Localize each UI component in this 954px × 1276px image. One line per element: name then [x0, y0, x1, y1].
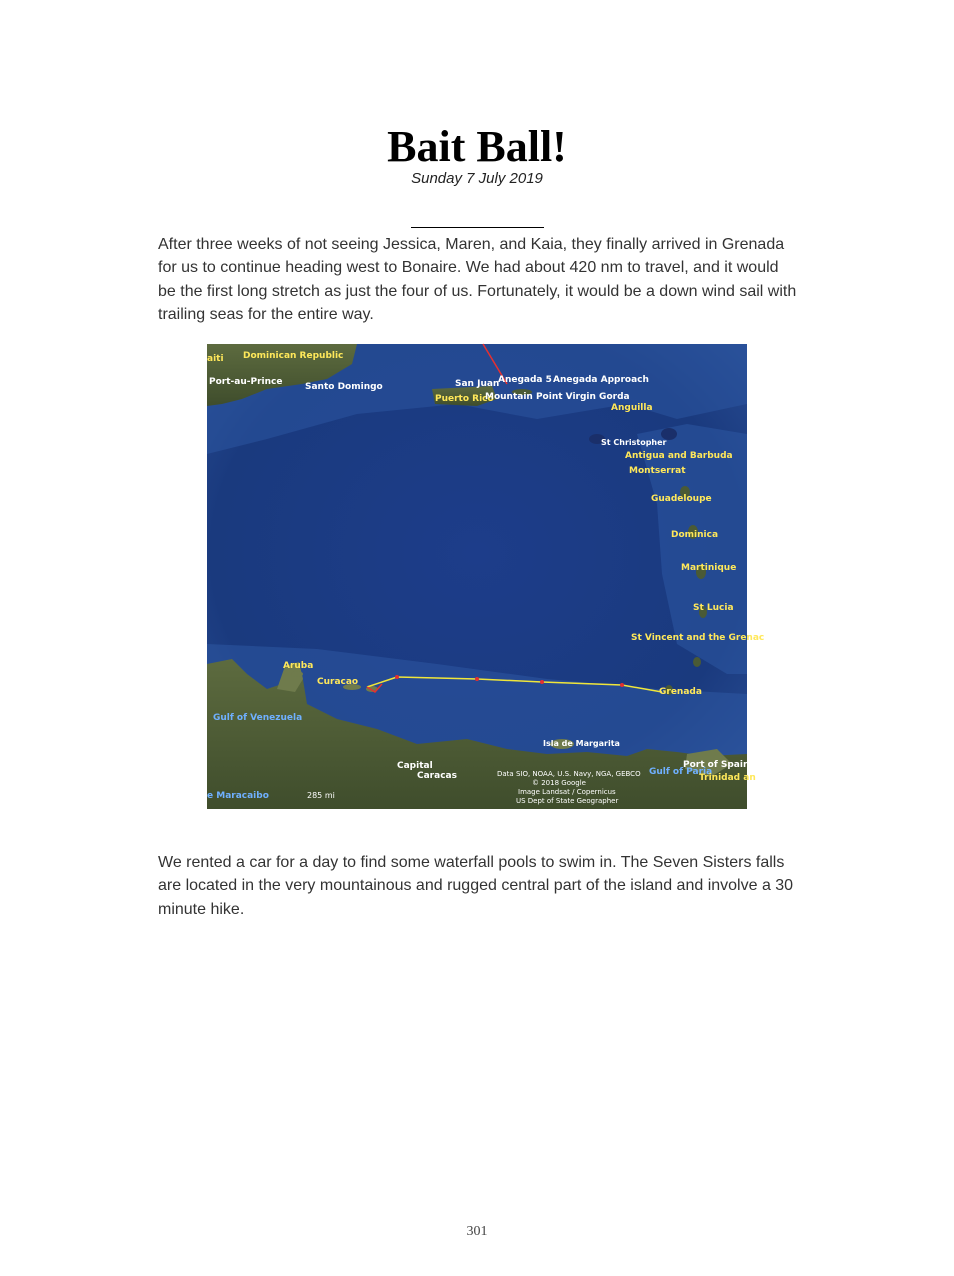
label-caracas: Caracas	[417, 771, 457, 781]
label-puerto-rico: Puerto Rico	[435, 394, 494, 404]
label-maracaibo: e Maracaibo	[207, 791, 269, 801]
label-guadeloupe: Guadeloupe	[651, 494, 712, 504]
label-anegada-5: Anegada 5	[498, 375, 552, 385]
post-date: Sunday 7 July 2019	[411, 170, 543, 187]
page-title: Bait Ball!	[387, 122, 567, 171]
label-martinique: Martinique	[681, 563, 737, 573]
label-santo-domingo: Santo Domingo	[305, 382, 383, 392]
attribution-line: Data SIO, NOAA, U.S. Navy, NGA, GEBCO	[497, 770, 641, 778]
label-san-juan: San Juan	[455, 379, 500, 389]
label-port-au-prince: Port-au-Prince	[209, 377, 283, 387]
label-haiti: aiti	[207, 354, 224, 364]
label-st-lucia: St Lucia	[693, 603, 734, 613]
page-number: 301	[466, 1224, 488, 1239]
label-st-vincent: St Vincent and the Grenac	[631, 633, 765, 643]
label-gulf-paria: Gulf of Paria	[649, 767, 713, 777]
label-anegada-approach: Anegada Approach	[553, 375, 649, 385]
title-divider	[411, 227, 544, 228]
paragraph-intro: After three weeks of not seeing Jessica, Maren, and Kaia, they finally arrived in Grenada for us to continue heading west to Bonaire. We had about 420 nm to travel, and it would be the first long stretch as just the four of us. Fortunately, it would be a down wind sail with trailing seas for the entire way.	[158, 236, 797, 323]
attribution-line: US Dept of State Geographer	[516, 797, 619, 805]
label-trinidad: Trinidad an	[699, 773, 756, 783]
label-st-christopher: St Christopher	[601, 438, 667, 447]
label-curacao: Curacao	[317, 677, 359, 687]
label-antigua: Antigua and Barbuda	[625, 451, 733, 461]
label-dominica: Dominica	[671, 530, 719, 540]
label-dominican-republic: Dominican Republic	[243, 351, 344, 361]
label-isla-margarita: Isla de Margarita	[543, 739, 620, 748]
route-map	[207, 344, 765, 809]
label-anguilla: Anguilla	[611, 403, 653, 413]
attribution-line: © 2018 Google	[532, 779, 586, 787]
label-mountain-point: Mountain Point Virgin Gorda	[485, 392, 630, 402]
paragraph-waterfalls: We rented a car for a day to find some waterfall pools to swim in. The Seven Sisters falls are located in the very mountainous and rugged central part of the island and involve a 30 minute hike.	[158, 854, 794, 918]
label-montserrat: Montserrat	[629, 466, 686, 476]
label-port-of-spain: Port of Spain	[683, 760, 750, 770]
label-grenada: Grenada	[659, 687, 702, 697]
label-capital: Capital	[397, 761, 433, 771]
label-aruba: Aruba	[283, 661, 314, 671]
attribution-line: Image Landsat / Copernicus	[518, 788, 616, 796]
label-gulf-venezuela: Gulf of Venezuela	[213, 713, 303, 723]
map-scale: 285 mi	[307, 791, 335, 800]
